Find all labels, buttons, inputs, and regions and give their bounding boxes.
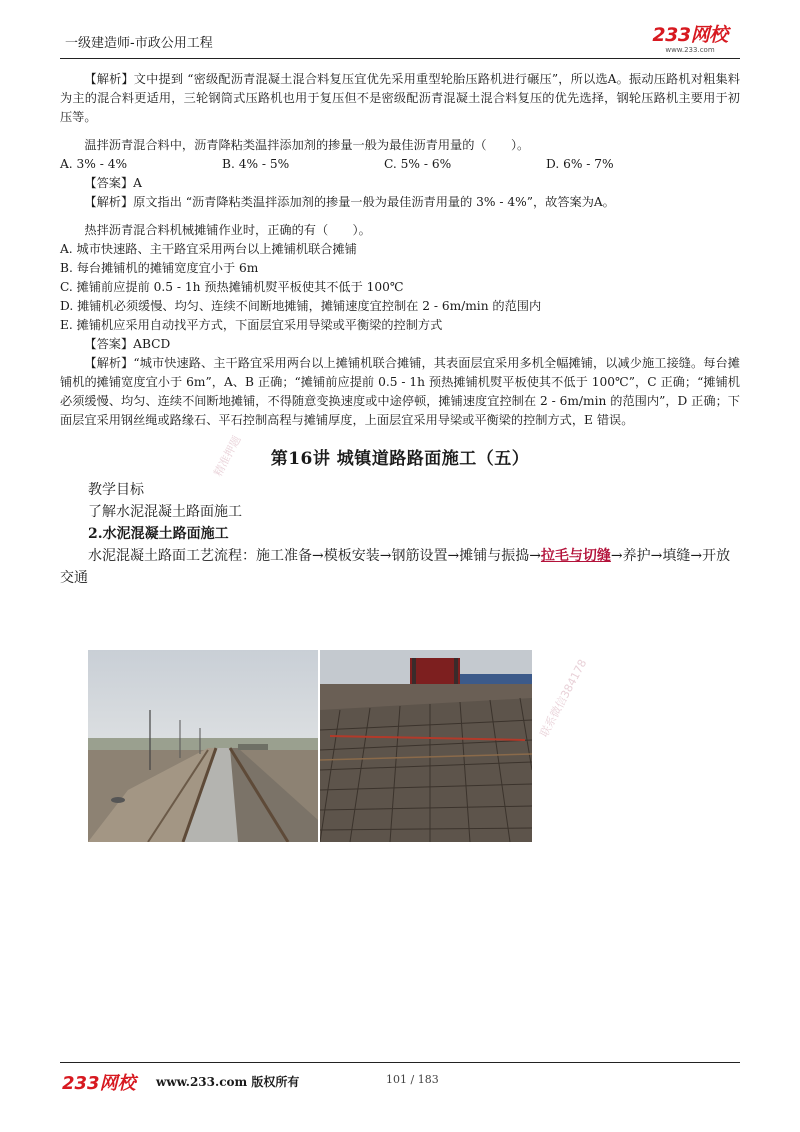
q3-option-b: B. 每台摊铺机的摊铺宽度宜小于 6m <box>60 261 259 275</box>
q2-question: 温拌沥青混合料中，沥青降粘类温拌添加剂的掺量一般为最佳沥青用量的（ ）。 <box>84 138 530 152</box>
photo-rebar-mesh <box>320 650 532 842</box>
q3-option-d: D. 摊铺机必须缓慢、均匀、连续不间断地摊铺，摊铺速度宜控制在 2 - 6m/min 的范围内 <box>60 299 542 313</box>
q2-option-c: C. 5% - 6% <box>384 157 452 171</box>
q1-analysis: 【解析】文中提到 “密级配沥青混凝土混合料复压宜优先采用重型轮胎压路机进行碾压”，所以选A。振动压路机对粗集料为主的混合料更适用，三轮钢筒式压路机也用于复压但不是密级配沥青混凝土混合料复压的优先选择，钢轮压路机主要用于初压等。 <box>60 72 740 124</box>
q3-option-a: A. 城市快速路、主干路宜采用两台以上摊铺机联合摊铺 <box>60 242 357 256</box>
footer-copyright: www.233.com 版权所有 <box>156 1075 300 1089</box>
flow-suffix: →养护→填缝→开放交通 <box>60 548 731 586</box>
brand-logo[interactable] <box>642 24 738 56</box>
q2-option-a: A. 3% - 4% <box>60 157 128 171</box>
q3-question: 热拌沥青混合料机械摊铺作业时，正确的有（ ）。 <box>84 223 371 237</box>
q2-options <box>60 155 740 174</box>
lecture-title: 第16讲 城镇道路路面施工（五） <box>270 449 530 469</box>
q3-analysis: 【解析】“城市快速路、主干路宜采用两台以上摊铺机联合摊铺，其表面层宜采用多机全幅摊铺，以减少施工接缝。每台摊铺机的摊铺宽度宜小于 6m”，A、B 正确；“摊铺前应提前 0.5 - 1h 预热摊铺机熨平板使其不低于 100℃”，C 正确；“摊铺机必须缓慢、均匀、连续不间断地摊铺，不得随意变换速度或中途停顿，摊铺速度宜控制在 2 - 6m/min 的范围内”，D 正确；下面层宜采用钢丝绳或路缘石、平石控制高程与摊铺厚度，上面层宜采用导梁或平衡梁的控制方式，E 错误。 <box>60 356 740 427</box>
logo-url: www.233.com <box>665 46 715 54</box>
q2-option-b: B. 4% - 5% <box>222 157 290 171</box>
page-footer <box>60 1062 740 1093</box>
q2-analysis: 【解析】原文指出 “沥青降粘类温拌添加剂的掺量一般为最佳沥青用量的 3% - 4%”，故答案为A。 <box>84 195 615 209</box>
teaching-goal: 了解水泥混凝土路面施工 <box>88 504 242 520</box>
photo-row <box>88 650 532 842</box>
watermark-left: 精准押题 <box>211 433 244 479</box>
photo-formwork-road <box>88 650 318 842</box>
q3-option-e: E. 摊铺机应采用自动找平方式，下面层宜采用导梁或平衡梁的控制方式 <box>60 318 443 332</box>
logo-text: 233网校 <box>652 24 728 46</box>
section-heading: 2.水泥混凝土路面施工 <box>88 526 229 542</box>
watermark-right: 联系微信384178 <box>537 657 590 740</box>
page-number: 101 / 183 <box>386 1073 439 1086</box>
q2-answer: 【答案】A <box>84 176 142 190</box>
header-title: 一级建造师-市政公用工程 <box>65 36 213 51</box>
q3-answer: 【答案】ABCD <box>84 337 171 351</box>
page-content <box>60 70 740 589</box>
q3-option-c: C. 摊铺前应提前 0.5 - 1h 预热摊铺机熨平板使其不低于 100℃ <box>60 280 404 294</box>
flow-prefix: 水泥混凝土路面工艺流程：施工准备→模板安装→钢筋设置→摊铺与振捣→ <box>88 548 541 564</box>
process-flow <box>60 545 740 589</box>
page-header <box>60 24 740 59</box>
teaching-goal-label: 教学目标 <box>88 482 144 498</box>
q2-option-d: D. 6% - 7% <box>546 157 614 171</box>
footer-logo[interactable]: 233网校 <box>62 1073 136 1094</box>
flow-link-texturing-cutting[interactable]: 拉毛与切缝 <box>540 548 611 564</box>
